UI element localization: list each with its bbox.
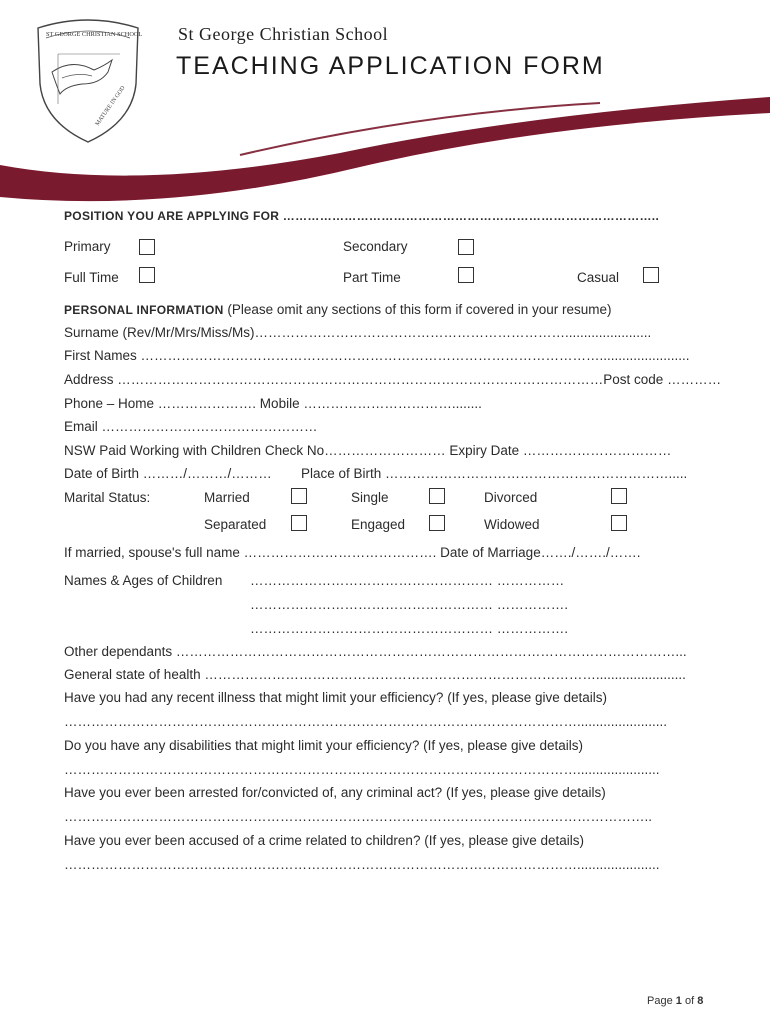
- accused-question: Have you ever been accused of a crime related to children? (If yes, please give details): [64, 833, 585, 848]
- disability-question: Do you have any disabilities that might limit your efficiency? (If yes, please give details): [64, 738, 583, 753]
- page-total: 8: [697, 995, 704, 1007]
- part-time-checkbox[interactable]: [458, 267, 474, 283]
- school-name: St George Christian School: [178, 24, 389, 44]
- page-word: Page: [647, 995, 673, 1007]
- separated-checkbox[interactable]: [291, 515, 307, 531]
- dependants-field[interactable]: Other dependants …………………………………………………………………………………………………...: [64, 644, 687, 659]
- phone-field[interactable]: Phone – Home …………………. Mobile ……………………………........: [64, 396, 482, 411]
- divorced-checkbox[interactable]: [611, 488, 627, 504]
- address-field[interactable]: Address ………………………………………………………………………………………………Post code …………: [64, 372, 722, 387]
- personal-info-note: (Please omit any sections of this form if covered in your resume): [227, 302, 612, 317]
- page-current: 1: [675, 995, 682, 1007]
- child-line[interactable]: ……………………………………………… …………….: [250, 621, 569, 636]
- email-field[interactable]: Email …………………………………………: [64, 419, 318, 434]
- widowed-checkbox[interactable]: [611, 515, 627, 531]
- health-field[interactable]: General state of health ……………………………………………………………………………........................: [64, 667, 686, 682]
- arrested-answer-field[interactable]: …………………………………………………………………………………………………………………..: [64, 809, 653, 824]
- engaged-label: Engaged: [351, 517, 406, 532]
- single-label: Single: [351, 490, 389, 505]
- crest-text-top: ST GEORGE CHRISTIAN SCHOOL: [46, 31, 143, 38]
- place-of-birth-field[interactable]: Place of Birth ……………………………………………………….....: [301, 466, 688, 481]
- separated-label: Separated: [204, 517, 267, 532]
- page-number: [647, 995, 703, 1007]
- personal-info-heading: PERSONAL INFORMATION: [64, 303, 224, 317]
- wwcc-field[interactable]: NSW Paid Working with Children Check No……………………… Expiry Date ……………………………: [64, 443, 672, 458]
- position-heading: POSITION YOU ARE APPLYING FOR ………………………………………………………………………………..: [64, 209, 660, 223]
- first-names-field[interactable]: First Names …………………………………………………………………………………………........................: [64, 348, 690, 363]
- disability-answer-field[interactable]: ……………………………………………………………………………………………………......................: [64, 762, 660, 777]
- primary-label: Primary: [64, 239, 111, 254]
- spouse-field[interactable]: If married, spouse's full name ……………………………………. Date of Marriage……./……./…….: [64, 545, 641, 560]
- crest-motto: MATURE IN GOD: [94, 85, 127, 128]
- engaged-checkbox[interactable]: [429, 515, 445, 531]
- casual-label: Casual: [577, 270, 620, 285]
- primary-checkbox[interactable]: [139, 239, 155, 255]
- married-checkbox[interactable]: [291, 488, 307, 504]
- part-time-label: Part Time: [343, 270, 401, 285]
- secondary-checkbox[interactable]: [458, 239, 474, 255]
- personal-info-line: [64, 302, 611, 317]
- widowed-label: Widowed: [484, 517, 540, 532]
- child-line[interactable]: ……………………………………………… ……………: [250, 573, 565, 588]
- children-label: Names & Ages of Children: [64, 573, 223, 588]
- full-time-checkbox[interactable]: [139, 267, 155, 283]
- form-title: TEACHING APPLICATION FORM: [176, 52, 605, 80]
- casual-checkbox[interactable]: [643, 267, 659, 283]
- illness-answer-field[interactable]: ……………………………………………………………………………………………………........................: [64, 714, 668, 729]
- header-swoosh-decoration: [0, 95, 770, 210]
- full-time-label: Full Time: [64, 270, 119, 285]
- divorced-label: Divorced: [484, 490, 538, 505]
- arrested-question: Have you ever been arrested for/convicted of, any criminal act? (If yes, please give details): [64, 785, 606, 800]
- marital-status-label: Marital Status:: [64, 490, 151, 505]
- secondary-label: Secondary: [343, 239, 408, 254]
- page-of: of: [684, 995, 695, 1007]
- illness-question: Have you had any recent illness that might limit your efficiency? (If yes, please give details): [64, 690, 608, 705]
- surname-field[interactable]: Surname (Rev/Mr/Mrs/Miss/Ms)…………………………………………………………….......................: [64, 325, 652, 340]
- single-checkbox[interactable]: [429, 488, 445, 504]
- child-line[interactable]: ……………………………………………… …………….: [250, 597, 569, 612]
- accused-answer-field[interactable]: ……………………………………………………………………………………………………......................: [64, 857, 660, 872]
- dob-field[interactable]: Date of Birth ………/………/………: [64, 466, 272, 481]
- married-label: Married: [204, 490, 250, 505]
